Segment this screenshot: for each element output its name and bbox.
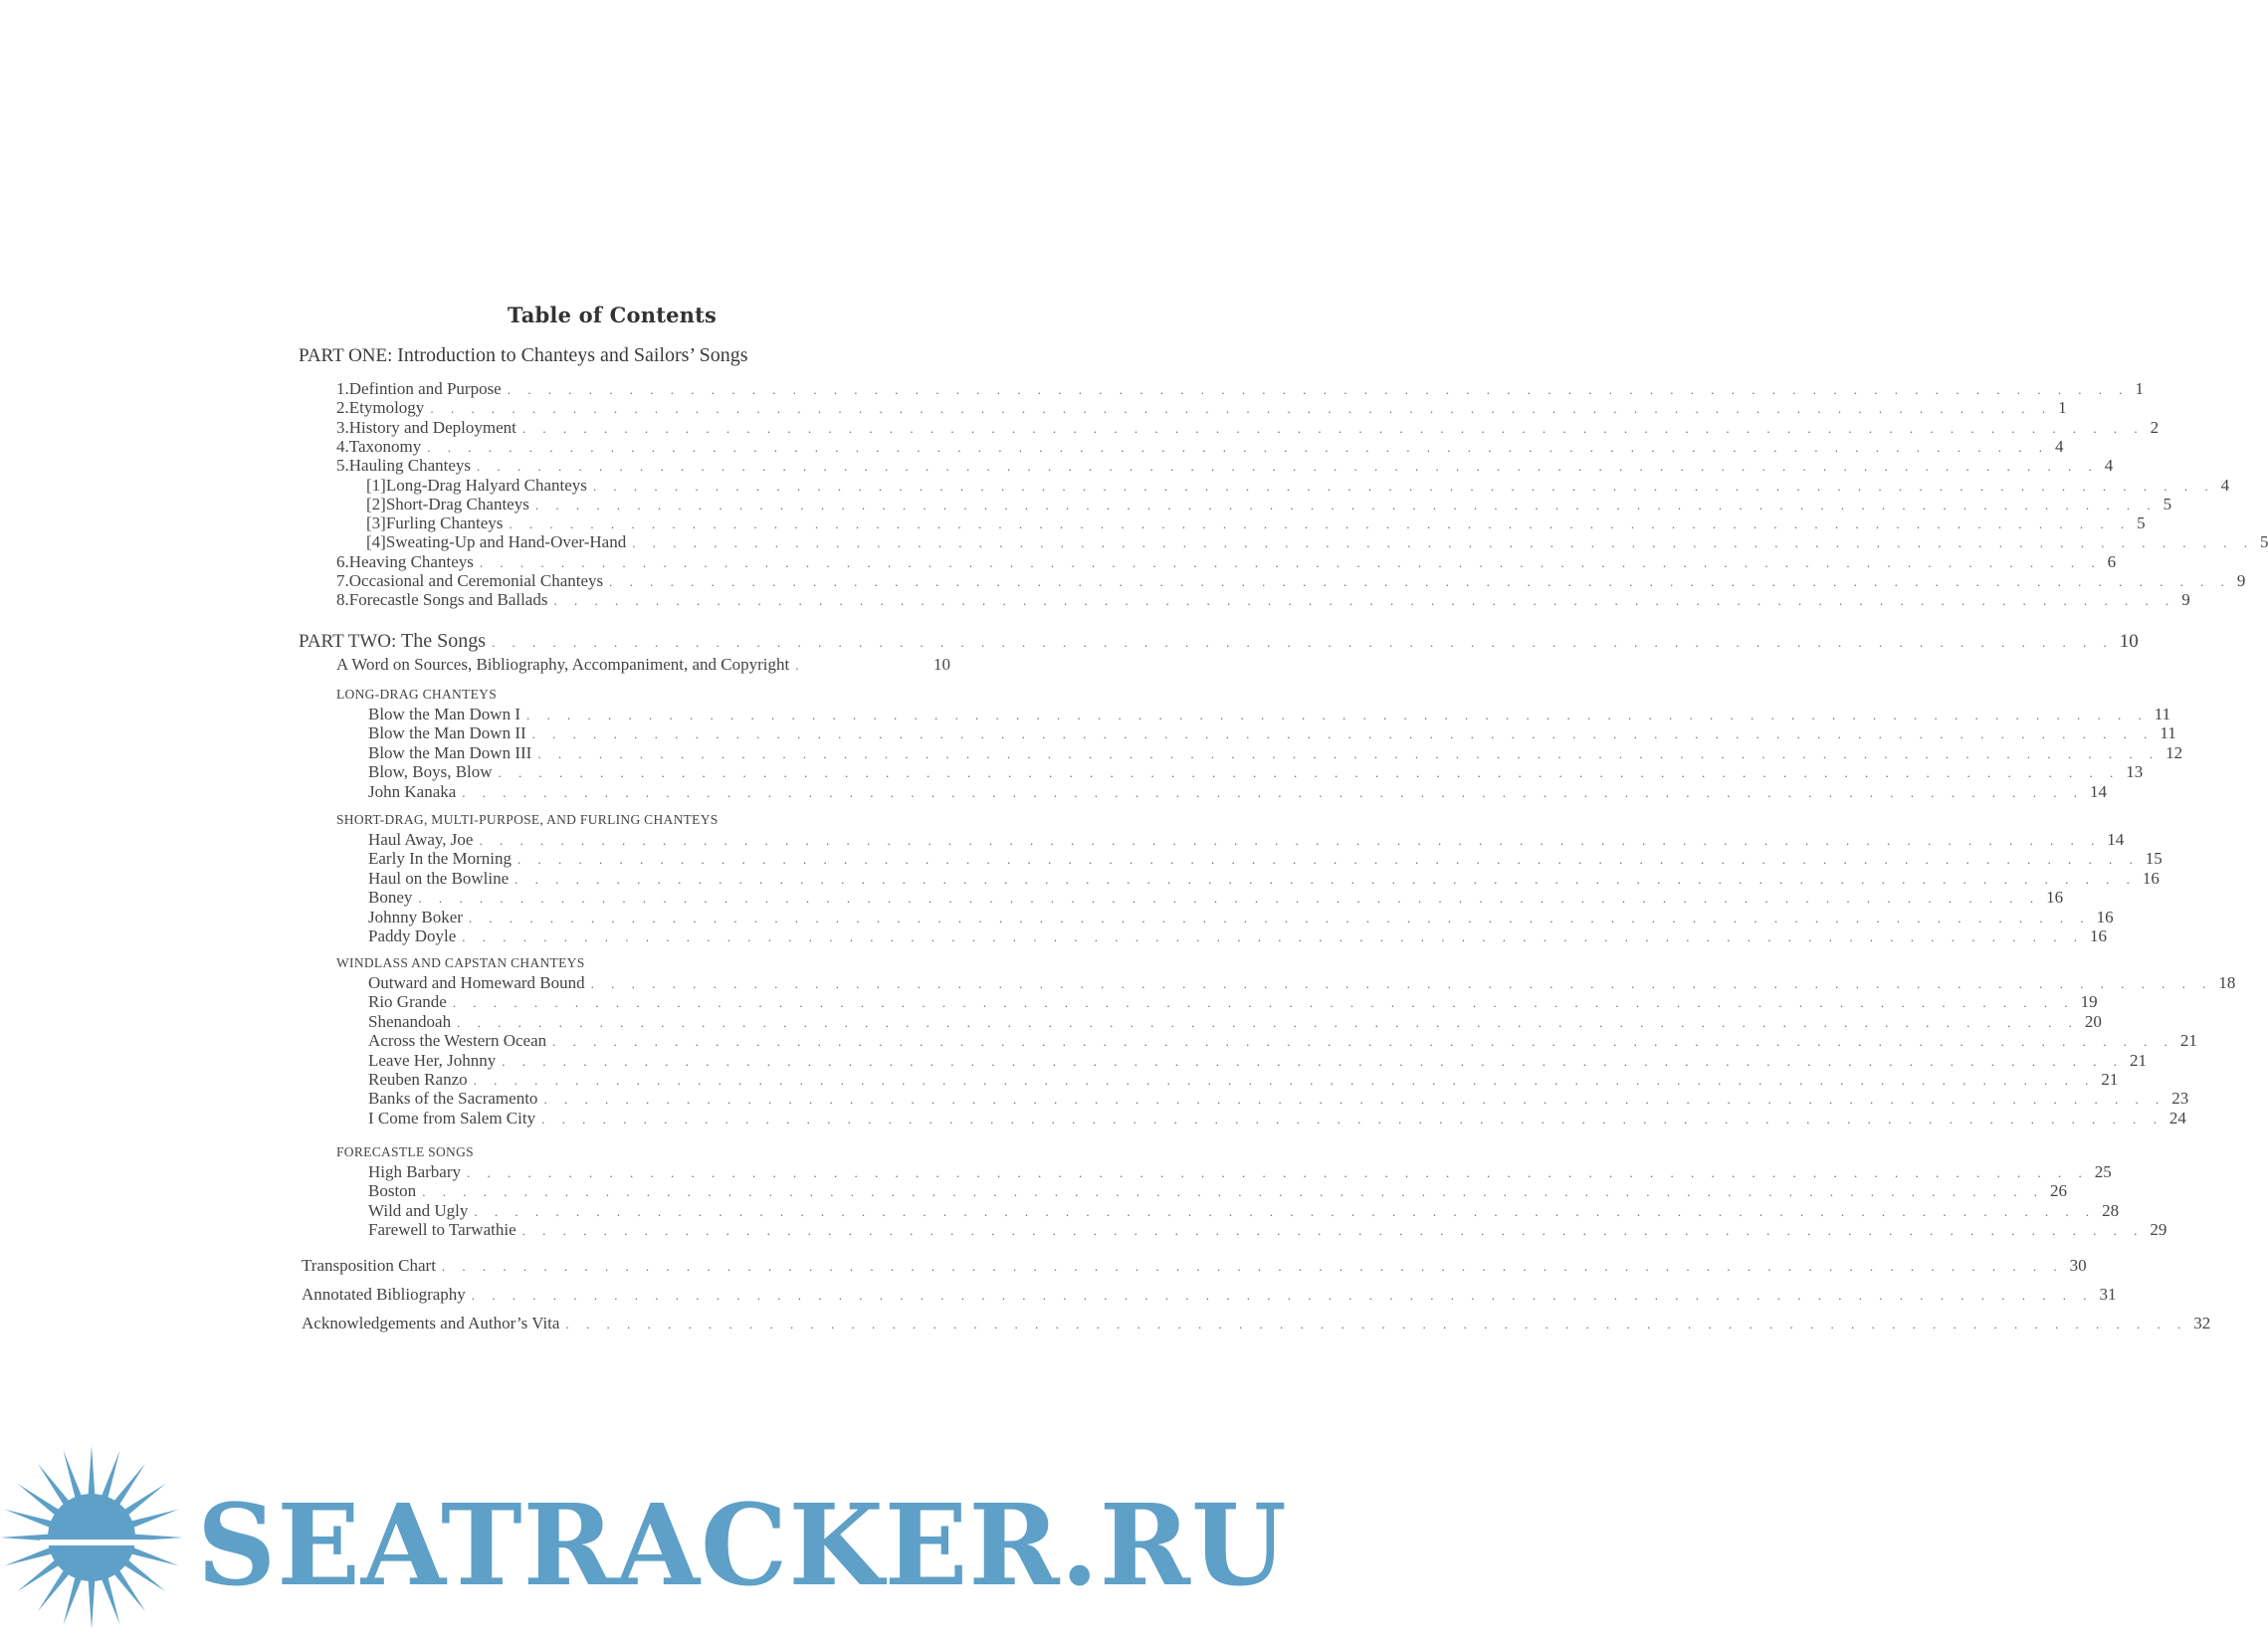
dot-leader: . . . . . . . . . . . . . . . . . . . . . . . . . . . . . . . . . . . . . . . . . . . . . . . . . . . . . . . . . . . . . . . . . . . . . . . . . . . . . . . . — [427, 439, 2049, 455]
sun-ray — [101, 1451, 120, 1502]
page-number: 14 — [2107, 830, 2125, 849]
entry-label: Across the Western Ocean — [368, 1031, 547, 1051]
entry-label: Sweating-Up and Hand-Over-Hand — [385, 532, 627, 552]
sun-ray — [128, 1546, 179, 1566]
dot-leader: . . . . . . . . . . . . . . . . . . . . . . . . . . . . . . . . . . . . . . . . . . . . . . . . . . . . . . . . . . . . . . . . . . . . . . . . . . . . . . . . — [468, 910, 2091, 925]
entry-label: Hauling Chanteys — [348, 456, 472, 476]
toc-entry — [336, 456, 2114, 476]
entry-label: Farewell to Tarwathie — [368, 1220, 516, 1240]
toc-entry — [336, 551, 2117, 572]
page-number: 16 — [2142, 868, 2160, 888]
dot-leader: . . . . . . . . . . . . . . . . . . . . . . . . . . . . . . . . . . . . . . . . . . . . . . . . . . . . . . . . . . . . . . . . . . . . . . . . . . . . . . . . — [507, 382, 2130, 397]
entry-label: Paddy Doyle — [368, 926, 457, 945]
page-number: 31 — [2099, 1285, 2117, 1304]
entry-label: Annotated Bibliography — [302, 1285, 466, 1304]
part-two-prefix: PART TWO: — [299, 631, 397, 652]
dot-leader: . . . . . . . . . . . . . . . . . . . . . . . . . . . . . . . . . . . . . . . . . . . . . . . . . . . . . . . . . . . . . . . . . . . . . . . . . . . . . . . . — [553, 593, 2176, 609]
entry-label: Early In the Morning — [368, 849, 512, 869]
page-number: 15 — [2145, 849, 2163, 869]
song-entry — [368, 1108, 2186, 1129]
page-number: 9 — [2181, 590, 2190, 610]
sun-ray — [5, 1546, 56, 1566]
sun-ray — [88, 1577, 95, 1629]
entry-label: Short-Drag Chanteys — [385, 494, 529, 513]
dot-leader: . — [795, 658, 806, 673]
dot-leader: . . . . . . . . . . . . . . . . . . . . . . . . . . . . . . . . . . . . . . . . . . . . . . . . . . . . . . . . . . . . . . . . . . . . . . . . . . . . . . . . — [521, 420, 2145, 436]
page-number: 21 — [2101, 1070, 2119, 1089]
entry-label: Shenandoah — [368, 1011, 452, 1031]
dot-leader: . . . . . . . . . . . . . . . . . . . . . . . . . . . . . . . . . . . . . . . . . . . . . . . . . . . . . . . . . . . . . . . . . . . . . . . . . . . . . . . . — [477, 459, 2099, 475]
page-number: 10 — [2119, 631, 2139, 652]
song-entry — [368, 907, 2114, 927]
song-entry — [368, 973, 2236, 993]
entry-number: [3] — [366, 513, 386, 533]
dot-leader: . . . . . . . . . . . . . . . . . . . . . . . . . . . . . . . . . . . . . . . . . . . . . . . . . . . . . . . . . . . . . . . . . . . . . . . . . . . . . . . . — [479, 554, 2102, 570]
page-number: 28 — [2102, 1200, 2120, 1220]
entry-label: Blow, Boys, Blow — [368, 762, 493, 782]
sources-entry — [336, 655, 950, 675]
page-number: 20 — [2084, 1011, 2102, 1031]
song-entry — [368, 705, 2171, 724]
page-number: 4 — [2220, 475, 2230, 495]
entry-number: 4. — [336, 436, 349, 456]
entry-number: [1] — [366, 475, 386, 495]
section-heading: LONG-DRAG CHANTEYS — [336, 687, 498, 702]
page-number: 23 — [2171, 1089, 2189, 1109]
dot-leader: . . . . . . . . . . . . . . . . . . . . . . . . . . . . . . . . . . . . . . . . . . . . . . . . . . . . . . . . . . . . . . . . . . . . . . . . . . . . . . . . — [473, 1073, 2096, 1088]
dot-leader: . . . . . . . . . . . . . . . . . . . . . . . . . . . . . . . . . . . . . . . . . . . . . . . . . . . . . . . . . . . . . . . . . . . . . . . . . . . . . . . . — [452, 995, 2075, 1011]
dot-leader: . . . . . . . . . . . . . . . . . . . . . . . . . . . . . . . . . . . . . . . . . . . . . . . . . . . . . . . . . . . . . . . . . . . . . . . . . . . . . . . . — [422, 1184, 2044, 1200]
page-number: 26 — [2049, 1181, 2067, 1201]
entry-label: Blow the Man Down III — [368, 742, 532, 762]
back-matter-entry — [302, 1285, 2117, 1305]
song-entry — [368, 1011, 2102, 1032]
song-entry — [368, 1200, 2120, 1221]
entry-label: Haul on the Bowline — [368, 868, 510, 888]
page-number: 2 — [2150, 417, 2160, 437]
entry-label: Haul Away, Joe — [368, 830, 474, 849]
entry-number: 1. — [336, 379, 349, 398]
sun-ray — [101, 1574, 120, 1625]
page-number: 16 — [2090, 926, 2108, 945]
entry-label: Heaving Chanteys — [348, 551, 474, 571]
page-number: 30 — [2069, 1256, 2087, 1275]
song-entry — [368, 888, 2064, 908]
entry-number: 3. — [336, 417, 349, 437]
entry-label: Wild and Ugly — [368, 1200, 469, 1220]
page-number: 18 — [2218, 973, 2236, 992]
entry-label: Etymology — [348, 398, 425, 418]
entry-label: Rio Grande — [368, 992, 447, 1012]
entry-label: Blow the Man Down I — [368, 705, 520, 723]
page-number: 24 — [2168, 1108, 2186, 1128]
dot-leader: . . . . . . . . . . . . . . . . . . . . . . . . . . . . . . . . . . . . . . . . . . . . . . . . . . . . . . . . . . . . . . . . . . . . . . . . . . . . . . . . — [457, 1014, 2079, 1030]
sun-icon — [0, 1440, 199, 1629]
song-entry — [368, 723, 2176, 743]
dot-leader: . . . . . . . . . . . . . . . . . . . . . . . . . . . . . . . . . . . . . . . . . . . . . . . . . . . . . . . . . . . . . . . . . . . . . . . . . . . . . . . . — [509, 516, 2132, 532]
dot-leader: . . . . . . . . . . . . . . . . . . . . . . . . . . . . . . . . . . . . . . . . . . . . . . . . . . . . . . . . . . . . . . . . . . . . . . . . . . . . . . . . — [609, 574, 2231, 589]
sun-ray — [128, 1510, 179, 1530]
song-entry — [368, 1181, 2067, 1201]
dot-leader: . . . . . . . . . . . . . . . . . . . . . . . . . . . . . . . . . . . . . . . . . . . . . . . . . . . . . . . . . . . . . . . . . . . . . . . . . . . . . . . . — [592, 478, 2215, 494]
page-number: 5 — [2259, 532, 2268, 552]
toc-entry — [336, 436, 2064, 457]
dot-leader: . . . . . . . . . . . . . . . . . . . . . . . . . . . . . . . . . . . . . . . . . . . . . . . . . . . . . . . . . . . . . . . . . . . . . . . . . . . . . . . . — [541, 1111, 2164, 1127]
page-number: 1 — [2135, 379, 2144, 398]
entry-label: Johnny Boker — [368, 907, 463, 926]
page-number: 16 — [2046, 888, 2064, 908]
entry-label: Boston — [368, 1181, 417, 1201]
part-two-title: The Songs — [401, 630, 487, 652]
dot-leader: . . . . . . . . . . . . . . . . . . . . . . . . . . . . . . . . . . . . . . . . . . . . . . . . . . . . . . . . . . . . . . . . . . . . . . . . . . . . . . . . — [590, 976, 2213, 991]
dot-leader: . . . . . . . . . . . . . . . . . . . . . . . . . . . . . . . . . . . . . . . . . . . . . . . . . . . . . . . . . . . . . . . . . . . . . . . . . . . . . . . . — [471, 1288, 2094, 1303]
toc-entry — [366, 532, 2268, 552]
page-number: 10 — [933, 655, 950, 674]
page-number: 5 — [2137, 513, 2146, 533]
entry-label: John Kanaka — [368, 781, 457, 801]
dot-leader: . . . . . . . . . . . . . . . . . . . . . . . . . . . . . . . . . . . . . . . . . . . . . . . . . . . . . . . . . . . . . . . . . . . . . . . . . . . . . . . . — [537, 745, 2161, 761]
song-entry — [368, 830, 2125, 850]
page-number: 25 — [2094, 1162, 2112, 1181]
page-title: Table of Contents — [507, 303, 718, 327]
dot-leader: . . . . . . . . . . . . . . . . . . . . . . . . . . . . . . . . . . . . . . . . . . . . . . . . . . . . . . . . . . . . . . . . . . . . . . . . . . . . . . . . — [515, 871, 2137, 887]
entry-label: Banks of the Sacramento — [368, 1089, 538, 1109]
toc-entry — [366, 513, 2146, 533]
song-entry — [368, 926, 2108, 946]
part-one-heading — [299, 344, 748, 367]
dot-leader: . . . . . . . . . . . . . . . . . . . . . . . . . . . . . . . . . . . . . . . . . . . . . . . . . . . . . . . . . . . . . . . . . . . . . . . . . . . . . . . . — [462, 929, 2085, 944]
entry-label: Outward and Homeward Bound — [368, 973, 585, 992]
song-entry — [368, 868, 2160, 889]
entry-number: 7. — [336, 571, 349, 590]
page-number: 5 — [2163, 494, 2172, 513]
entry-label: Acknowledgements and Author’s Vita — [302, 1314, 560, 1333]
entry-label: Transposition Chart — [302, 1256, 436, 1275]
page-number: 16 — [2096, 907, 2114, 926]
dot-leader: . . . . . . . . . . . . . . . . . . . . . . . . . . . . . . . . . . . . . . . . . . . . . . . . . . . . . . . . . . . . . . . . . . . . . . . . . . . . . . . . — [430, 401, 2053, 417]
toc-entry — [336, 571, 2246, 591]
page-number: 21 — [2129, 1050, 2147, 1070]
page-number: 13 — [2126, 762, 2144, 782]
song-entry — [368, 781, 2108, 802]
page-number: 1 — [2058, 398, 2067, 418]
entry-number: 6. — [336, 551, 349, 571]
page-number: 4 — [2054, 436, 2064, 456]
song-entry — [368, 1162, 2112, 1182]
part-two-heading — [299, 629, 2139, 653]
toc-entry — [336, 398, 2067, 418]
song-entry — [368, 1220, 2167, 1240]
dot-leader: . . . . . . . . . . . . . . . . . . . . . . . . . . . . . . . . . . . . . . . . . . . . . . . . . . . . . . . . . . . . . . . . . . . . . . . . . . . . . . . . — [418, 891, 2041, 907]
entry-number: [4] — [366, 532, 386, 552]
page-number: 29 — [2150, 1220, 2167, 1240]
section-heading: SHORT-DRAG, MULTI-PURPOSE, AND FURLING CHANTEYS — [336, 812, 719, 827]
entry-number: 8. — [336, 590, 349, 610]
entry-label: I Come from Salem City — [368, 1108, 536, 1128]
song-entry — [368, 1089, 2189, 1109]
dot-leader: . . . . . . . . . . . . . . . . . . . . . . . . . . . . . . . . . . . . . . . . . . . . . . . . . . . . . . . . . . . . . . . . . . . . . . . . . . . . . . . . — [441, 1259, 2064, 1274]
entry-label: History and Deployment — [348, 417, 516, 437]
page-number: 11 — [2160, 723, 2176, 743]
watermark-text: SEATRACKER.RU — [197, 1481, 1288, 1611]
dot-leader: . . . . . . . . . . . . . . . . . . . . . . . . . . . . . . . . . . . . . . . . . . . . . . . . . . . . . . . . . . . . . . . . . . . . . . . . . . . . . . . . — [492, 635, 2114, 650]
toc-entry — [336, 379, 2144, 399]
dot-leader: . . . . . . . . . . . . . . . . . . . . . . . . . . . . . . . . . . . . . . . . . . . . . . . . . . . . . . . . . . . . . . . . . . . . . . . . . . . . . . . . — [534, 497, 2158, 513]
dot-leader: . . . . . . . . . . . . . . . . . . . . . . . . . . . . . . . . . . . . . . . . . . . . . . . . . . . . . . . . . . . . . . . . . . . . . . . . . . . . . . . . — [479, 833, 2102, 848]
dot-leader: . . . . . . . . . . . . . . . . . . . . . . . . . . . . . . . . . . . . . . . . . . . . . . . . . . . . . . . . . . . . . . . . . . . . . . . . . . . . . . . . — [521, 1223, 2145, 1239]
entry-label: Furling Chanteys — [385, 513, 504, 533]
dot-leader: . . . . . . . . . . . . . . . . . . . . . . . . . . . . . . . . . . . . . . . . . . . . . . . . . . . . . . . . . . . . . . . . . . . . . . . . . . . . . . . . — [467, 1165, 2089, 1180]
dot-leader: . . . . . . . . . . . . . . . . . . . . . . . . . . . . . . . . . . . . . . . . . . . . . . . . . . . . . . . . . . . . . . . . . . . . . . . . . . . . . . . . — [531, 726, 2155, 742]
entry-label: Occasional and Ceremonial Chanteys — [348, 571, 604, 590]
entry-label: A Word on Sources, Bibliography, Accompaniment, and Copyright — [336, 655, 790, 674]
part-one-prefix: PART ONE: — [299, 345, 393, 366]
sun-ray — [64, 1451, 84, 1502]
dot-leader: . . . . . . . . . . . . . . . . . . . . . . . . . . . . . . . . . . . . . . . . . . . . . . . . . . . . . . . . . . . . . . . . . . . . . . . . . . . . . . . . — [565, 1317, 2188, 1332]
dot-leader: . . . . . . . . . . . . . . . . . . . . . . . . . . . . . . . . . . . . . . . . . . . . . . . . . . . . . . . . . . . . . . . . . . . . . . . . . . . . . . . . — [517, 852, 2140, 868]
dot-leader: . . . . . . . . . . . . . . . . . . . . . . . . . . . . . . . . . . . . . . . . . . . . . . . . . . . . . . . . . . . . . . . . . . . . . . . . . . . . . . . . — [474, 1203, 2097, 1219]
page-number: 11 — [2154, 705, 2171, 723]
sun-ray — [64, 1574, 84, 1625]
entry-label: Long-Drag Halyard Chanteys — [385, 475, 587, 495]
sun-ray — [5, 1510, 56, 1530]
dot-leader: . . . . . . . . . . . . . . . . . . . . . . . . . . . . . . . . . . . . . . . . . . . . . . . . . . . . . . . . . . . . . . . . . . . . . . . . . . . . . . . . — [462, 784, 2085, 800]
entry-label: Defintion and Purpose — [348, 379, 502, 398]
page-number: 12 — [2165, 742, 2183, 762]
sun-ray — [88, 1446, 95, 1498]
song-entry — [368, 1070, 2119, 1090]
dot-leader: . . . . . . . . . . . . . . . . . . . . . . . . . . . . . . . . . . . . . . . . . . . . . . . . . . . . . . . . . . . . . . . . . . . . . . . . . . . . . . . . — [498, 765, 2121, 781]
song-entry — [368, 742, 2183, 763]
part-one-title: Introduction to Chanteys and Sailors’ Songs — [397, 344, 748, 366]
song-entry — [368, 762, 2144, 782]
toc-entry — [366, 494, 2172, 514]
page-number: 19 — [2080, 992, 2098, 1012]
entry-label: Boney — [368, 888, 413, 908]
back-matter-entry — [302, 1256, 2087, 1276]
page-number: 21 — [2179, 1031, 2197, 1051]
entry-number: 2. — [336, 398, 349, 418]
page-number: 9 — [2236, 571, 2246, 590]
entry-label: High Barbary — [368, 1162, 462, 1181]
page-number: 4 — [2104, 456, 2114, 476]
page-number: 32 — [2193, 1314, 2211, 1333]
song-entry — [368, 1050, 2147, 1071]
song-entry — [368, 1031, 2197, 1051]
toc-entry — [336, 417, 2160, 438]
entry-label: Blow the Man Down II — [368, 723, 526, 743]
song-entry — [368, 992, 2098, 1012]
entry-label: Leave Her, Johnny — [368, 1050, 497, 1070]
page-number: 6 — [2107, 551, 2117, 571]
toc-entry — [366, 475, 2230, 496]
dot-leader: . . . . . . . . . . . . . . . . . . . . . . . . . . . . . . . . . . . . . . . . . . . . . . . . . . . . . . . . . . . . . . . . . . . . . . . . . . . . . . . . — [632, 535, 2254, 551]
song-entry — [368, 849, 2163, 869]
back-matter-entry — [302, 1314, 2211, 1334]
dot-leader: . . . . . . . . . . . . . . . . . . . . . . . . . . . . . . . . . . . . . . . . . . . . . . . . . . . . . . . . . . . . . . . . . . . . . . . . . . . . . . . . — [525, 708, 2149, 722]
dot-leader: . . . . . . . . . . . . . . . . . . . . . . . . . . . . . . . . . . . . . . . . . . . . . . . . . . . . . . . . . . . . . . . . . . . . . . . . . . . . . . . . — [543, 1092, 2166, 1108]
page-number: 14 — [2090, 781, 2108, 801]
toc-entry — [336, 590, 2190, 610]
section-heading: FORECASTLE SONGS — [336, 1144, 474, 1159]
dot-leader: . . . . . . . . . . . . . . . . . . . . . . . . . . . . . . . . . . . . . . . . . . . . . . . . . . . . . . . . . . . . . . . . . . . . . . . . . . . . . . . . — [552, 1034, 2174, 1050]
entry-label: Reuben Ranzo — [368, 1070, 468, 1089]
entry-number: [2] — [366, 494, 386, 513]
entry-number: 5. — [336, 456, 349, 476]
dot-leader: . . . . . . . . . . . . . . . . . . . . . . . . . . . . . . . . . . . . . . . . . . . . . . . . . . . . . . . . . . . . . . . . . . . . . . . . . . . . . . . . — [502, 1053, 2124, 1069]
entry-label: Forecastle Songs and Ballads — [348, 590, 548, 610]
entry-label: Taxonomy — [348, 436, 422, 456]
section-heading: WINDLASS AND CAPSTAN CHANTEYS — [336, 955, 585, 970]
